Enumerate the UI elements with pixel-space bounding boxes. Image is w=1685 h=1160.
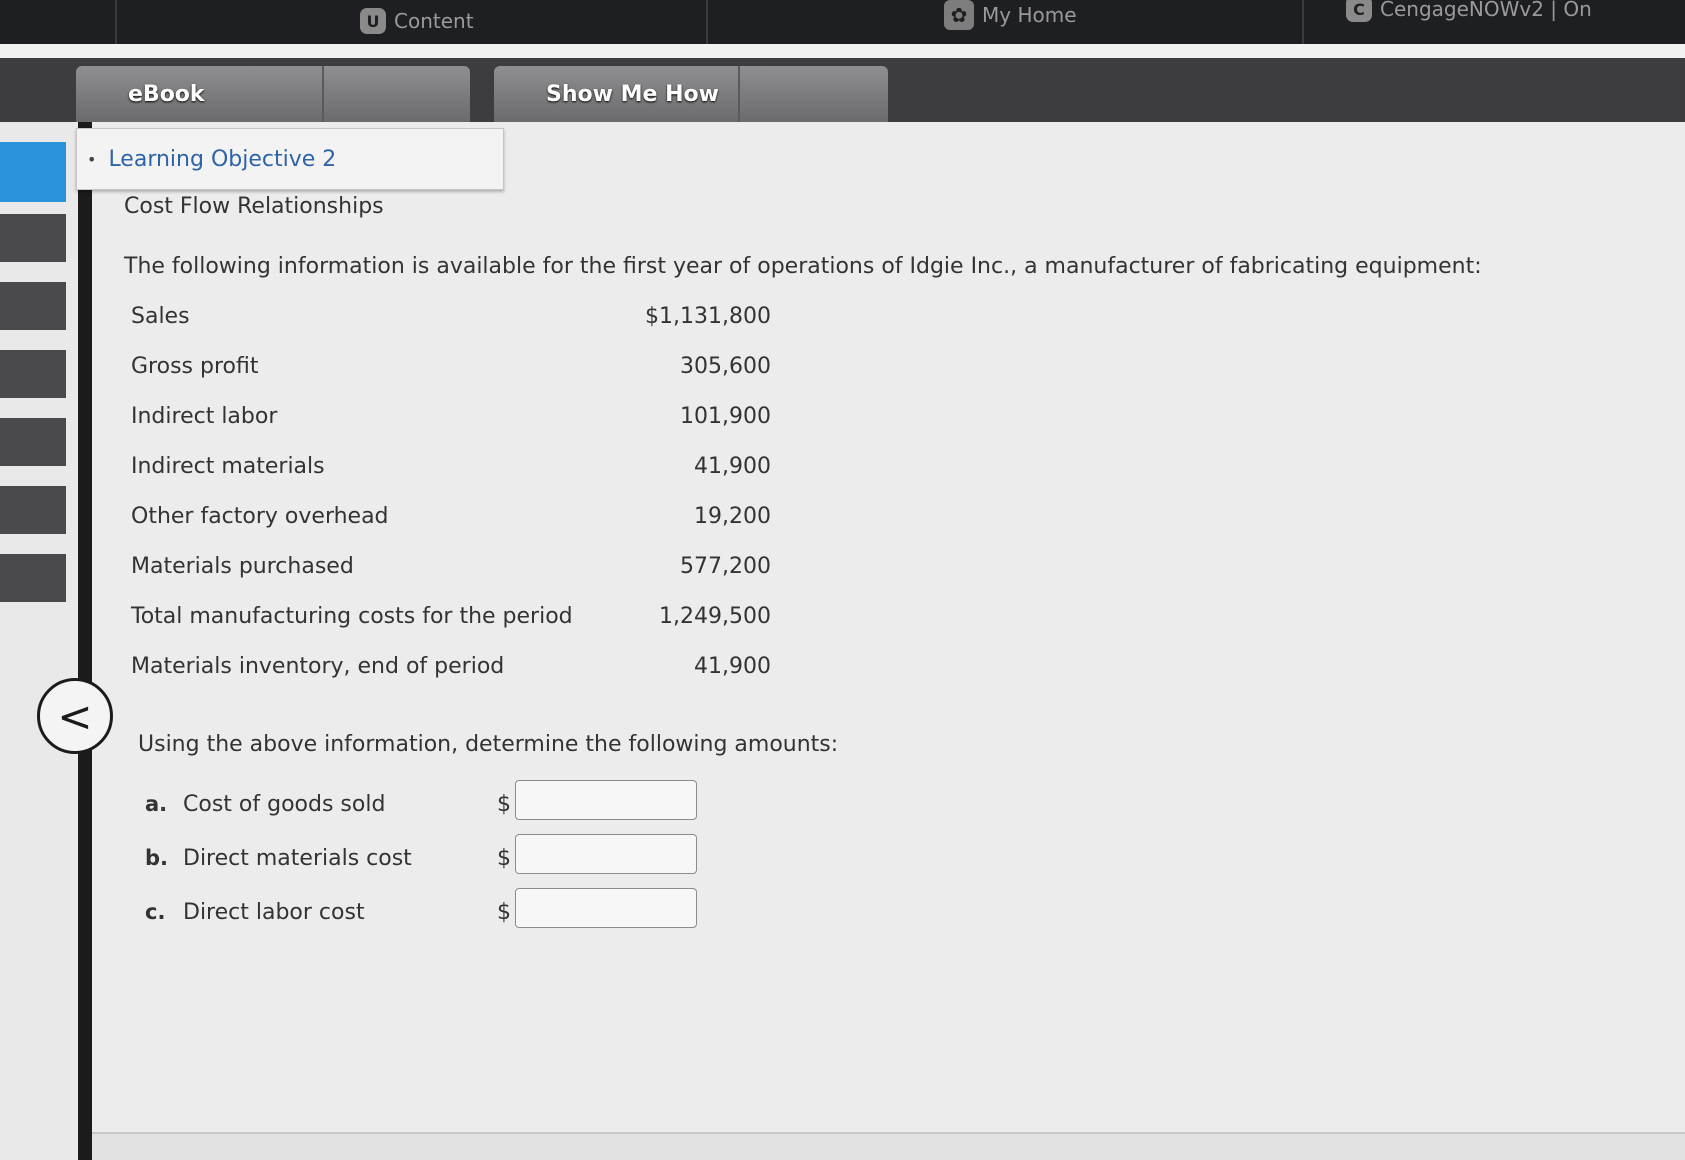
row-value: $1,131,800	[645, 304, 771, 329]
row-value: 41,900	[694, 454, 771, 479]
left-rail	[0, 122, 96, 1160]
tab-divider	[322, 66, 324, 122]
row-value: 305,600	[680, 354, 771, 379]
table-row	[131, 554, 771, 604]
rail-item[interactable]	[0, 418, 66, 466]
rail-item[interactable]	[0, 282, 66, 330]
nav-separator	[706, 0, 708, 44]
currency-symbol: $	[497, 900, 511, 925]
table-row	[131, 604, 771, 654]
rail-active-item[interactable]	[0, 142, 66, 202]
bullet-icon: •	[87, 149, 97, 169]
row-value: 41,900	[694, 654, 771, 679]
rail-item[interactable]	[0, 214, 66, 262]
back-button[interactable]	[37, 678, 113, 754]
cost-of-goods-sold-input[interactable]	[515, 780, 697, 820]
rail-item[interactable]	[0, 486, 66, 534]
nav-cengage-label: CengageNOWv2 | On	[1380, 0, 1592, 21]
row-value: 101,900	[680, 404, 771, 429]
table-row	[131, 654, 771, 704]
home-icon: ✿	[944, 0, 974, 30]
nav-content-link[interactable]	[360, 8, 474, 34]
nav-separator	[1302, 0, 1304, 44]
row-label: Sales	[131, 304, 190, 329]
row-value: 1,249,500	[659, 604, 771, 629]
row-label: Gross profit	[131, 354, 259, 379]
tab-divider	[738, 66, 740, 122]
problem-heading: Cost Flow Relationships	[124, 194, 384, 219]
answer-label: Cost of goods sold	[183, 792, 386, 817]
top-nav-bar	[0, 0, 1685, 44]
answer-letter: b.	[145, 846, 169, 870]
answer-letter: c.	[145, 900, 166, 924]
row-label: Materials inventory, end of period	[131, 654, 505, 679]
nav-content-label: Content	[394, 9, 474, 33]
answer-row	[145, 832, 705, 886]
tab-show-me-how-label: Show Me How	[546, 81, 719, 107]
answer-list	[145, 778, 705, 940]
cengage-badge-icon: C	[1346, 0, 1372, 22]
tab-show-me-how[interactable]	[494, 66, 888, 122]
tab-ebook-label: eBook	[128, 81, 205, 107]
learning-objective-tab	[76, 128, 504, 190]
rail-divider	[78, 122, 92, 1160]
rail-item[interactable]	[0, 350, 66, 398]
direct-materials-cost-input[interactable]	[515, 834, 697, 874]
tab-ebook[interactable]	[76, 66, 470, 122]
table-row	[131, 354, 771, 404]
row-label: Indirect materials	[131, 454, 325, 479]
table-row	[131, 404, 771, 454]
nav-my-home-link[interactable]	[944, 0, 1077, 30]
given-data-table	[131, 304, 771, 704]
currency-symbol: $	[497, 792, 511, 817]
nav-separator	[115, 0, 117, 44]
row-label: Total manufacturing costs for the period	[131, 604, 573, 629]
answer-label: Direct materials cost	[183, 846, 412, 871]
row-label: Other factory overhead	[131, 504, 389, 529]
table-row	[131, 454, 771, 504]
content-badge-icon: U	[360, 8, 386, 34]
answer-letter: a.	[145, 792, 168, 816]
content-footer	[92, 1134, 1685, 1160]
learning-objective-link[interactable]: Learning Objective 2	[108, 146, 337, 172]
currency-symbol: $	[497, 846, 511, 871]
row-value: 577,200	[680, 554, 771, 579]
table-row	[131, 504, 771, 554]
rail-item[interactable]	[0, 554, 66, 602]
resource-tab-bar	[0, 58, 1685, 122]
answer-label: Direct labor cost	[183, 900, 365, 925]
row-label: Materials purchased	[131, 554, 354, 579]
question-prompt: Using the above information, determine the following amounts:	[138, 732, 839, 757]
direct-labor-cost-input[interactable]	[515, 888, 697, 928]
row-value: 19,200	[694, 504, 771, 529]
problem-intro: The following information is available for the first year of operations of Idgie Inc., a manufacturer of fabricating equipment:	[124, 254, 1482, 279]
row-label: Indirect labor	[131, 404, 278, 429]
answer-row	[145, 778, 705, 832]
nav-my-home-label: My Home	[982, 3, 1077, 27]
nav-cengage-link[interactable]	[1346, 0, 1592, 22]
chevron-left-icon: <	[57, 691, 93, 741]
answer-row	[145, 886, 705, 940]
table-row	[131, 304, 771, 354]
